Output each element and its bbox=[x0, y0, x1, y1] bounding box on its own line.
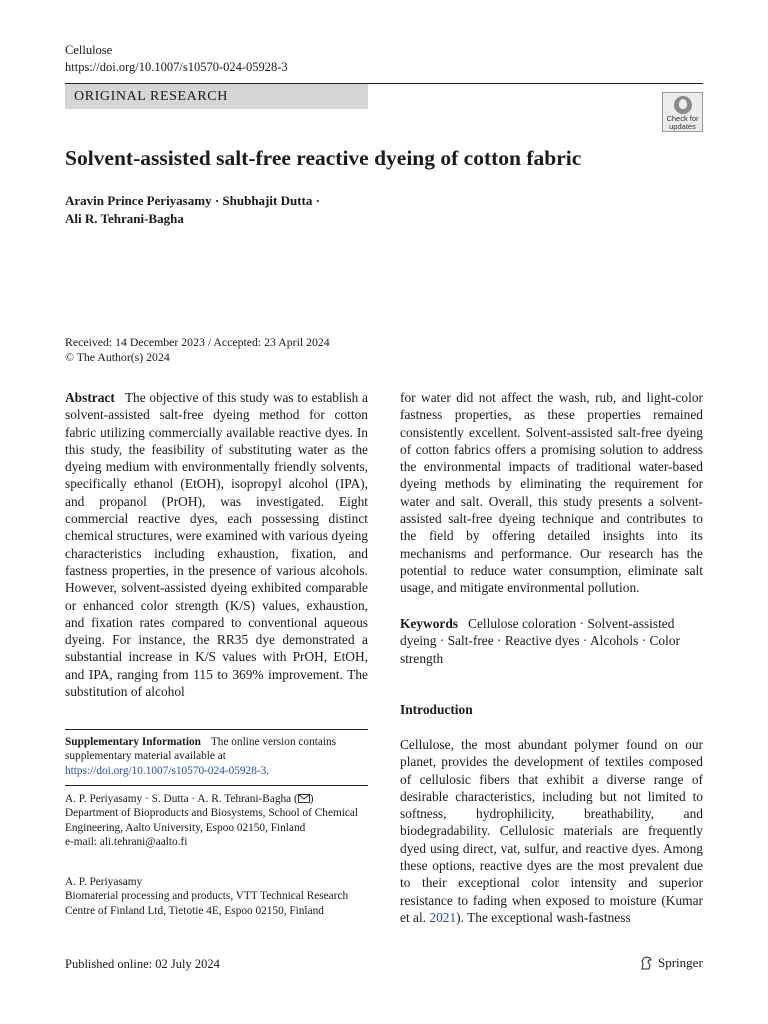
doi-link[interactable]: https://doi.org/10.1007/s10570-024-05928-3 bbox=[65, 60, 288, 74]
affiliation-2-name: A. P. Periyasamy bbox=[65, 876, 143, 888]
footnote-rule-1 bbox=[65, 729, 368, 730]
publisher-logo bbox=[640, 955, 703, 971]
supplementary-link[interactable]: https://doi.org/10.1007/s10570-024-05928-3 bbox=[65, 764, 267, 777]
category-label: ORIGINAL RESEARCH bbox=[74, 89, 228, 104]
introduction-text bbox=[400, 736, 703, 926]
author-list bbox=[65, 192, 385, 228]
author-line-1: Aravin Prince Periyasamy · Shubhajit Dutta · bbox=[65, 193, 320, 208]
copyright: © The Author(s) 2024 bbox=[65, 350, 170, 364]
affiliation-1-names-text: A. P. Periyasamy · S. Dutta · A. R. Tehrani-Bagha ( bbox=[65, 793, 298, 805]
check-badge-line2: updates bbox=[669, 122, 696, 131]
affiliation-2 bbox=[65, 875, 368, 918]
envelope-icon[interactable] bbox=[298, 794, 310, 803]
check-for-updates-badge[interactable] bbox=[662, 92, 703, 132]
journal-name: Cellulose bbox=[65, 43, 113, 57]
intro-text-after: ). The exceptional wash-fastness bbox=[456, 909, 631, 925]
check-for-updates-icon bbox=[674, 96, 692, 114]
supplementary-info bbox=[65, 735, 368, 778]
published-online: Published online: 02 July 2024 bbox=[65, 957, 220, 971]
affiliation-2-dept: Biomaterial processing and products, VTT Technical Research Centre of Finland Ltd, Tietotie 4E, Espoo 02150, Finland bbox=[65, 890, 349, 917]
affiliation-1 bbox=[65, 792, 368, 849]
publisher-name: Springer bbox=[658, 955, 703, 970]
abstract-label: Abstract bbox=[65, 390, 115, 405]
abstract-right: for water did not affect the wash, rub, and light-color fastness properties, as these properties remained consistently excellent. Solvent-assisted salt-free dyeing of cotton fabrics offers a promising solution to address the environmental impacts of traditional water-based dyeing methods by eliminating the requirement for water and salt. Overall, this study presents a solvent-assisted salt-free dyeing technique and contributes to the field by offering detailed insights into its mechanisms and performance. Our research has the potential to reduce water consumption, eliminate salt usage, and mitigate environmental pollution. bbox=[400, 390, 703, 596]
abstract-left bbox=[65, 389, 368, 700]
intro-text-before: Cellulose, the most abundant polymer found on our planet, provides the development of textiles composed of cellulosic fibers that exhibit a diverse range of desirable characteristics, including but not limited to softness, hydrophilicity, breathability, and biodegradability. Cellulosic materials are frequently dyed using direct, vat, sulfur, and reactive dyes. Among these options, reactive dyes are the most prevalent due to their exceptional color intensity and superior resistance to fading when exposed to moisture (Kumar et al. bbox=[400, 737, 703, 925]
supplementary-end: . bbox=[266, 764, 270, 777]
footnote-rule-2 bbox=[65, 785, 368, 786]
received-accepted: Received: 14 December 2023 / Accepted: 23 April 2024 bbox=[65, 335, 330, 349]
abstract-text-left: The objective of this study was to establish a solvent-assisted salt-free dyeing method for cotton fabric utilizing commercially available reactive dyes. In this study, the feasibility of substituting water as the dyeing medium with environmentally friendly solvents, specifically ethanol (EtOH), isopropyl alcohol (IPA), and propanol (PrOH), was investigated. Eight commercial reactive dyes, each possessing distinct chemical structures, were examined with various dyeing characteristics including exhaustion, fixation, and fastness properties, in the presence of various alcohols. However, solvent-assisted dyeing exhibited comparable or enhanced color strength (K/S) values, exhaustion, and fixation rates compared to conventional aqueous dyeing. For instance, the RR35 dye demonstrated a substantial increase in K/S values with PrOH, EtOH, and IPA, ranging from 115 to 369% improvement. The substitution of alcohol bbox=[65, 390, 368, 700]
affiliation-1-email[interactable]: e-mail: ali.tehrani@aalto.fi bbox=[65, 835, 188, 848]
author-line-2: Ali R. Tehrani-Bagha bbox=[65, 211, 184, 226]
article-dates bbox=[65, 335, 330, 365]
affiliation-1-names-end: ) bbox=[309, 793, 314, 805]
check-badge-line1: Check for bbox=[666, 114, 699, 123]
keywords-label: Keywords bbox=[400, 616, 459, 631]
keywords-text: Cellulose coloration · Solvent-assisted dyeing · Salt-free · Reactive dyes · Alcohols · Color strength bbox=[400, 616, 681, 666]
supplementary-label: Supplementary Information bbox=[65, 736, 201, 748]
article-title: Solvent-assisted salt-free reactive dyeing of cotton fabric bbox=[65, 146, 582, 170]
citation-link[interactable]: 2021 bbox=[429, 909, 457, 925]
supplementary-text: The online version contains supplementary material available at bbox=[65, 736, 337, 763]
keywords-block bbox=[400, 615, 703, 667]
springer-horse-icon bbox=[640, 956, 653, 970]
affiliation-1-dept: Department of Bioproducts and Biosystems, School of Chemical Engineering, Aalto University, Espoo 02150, Finland bbox=[65, 807, 359, 834]
introduction-heading: Introduction bbox=[400, 702, 473, 717]
affiliation-1-names bbox=[65, 792, 368, 806]
